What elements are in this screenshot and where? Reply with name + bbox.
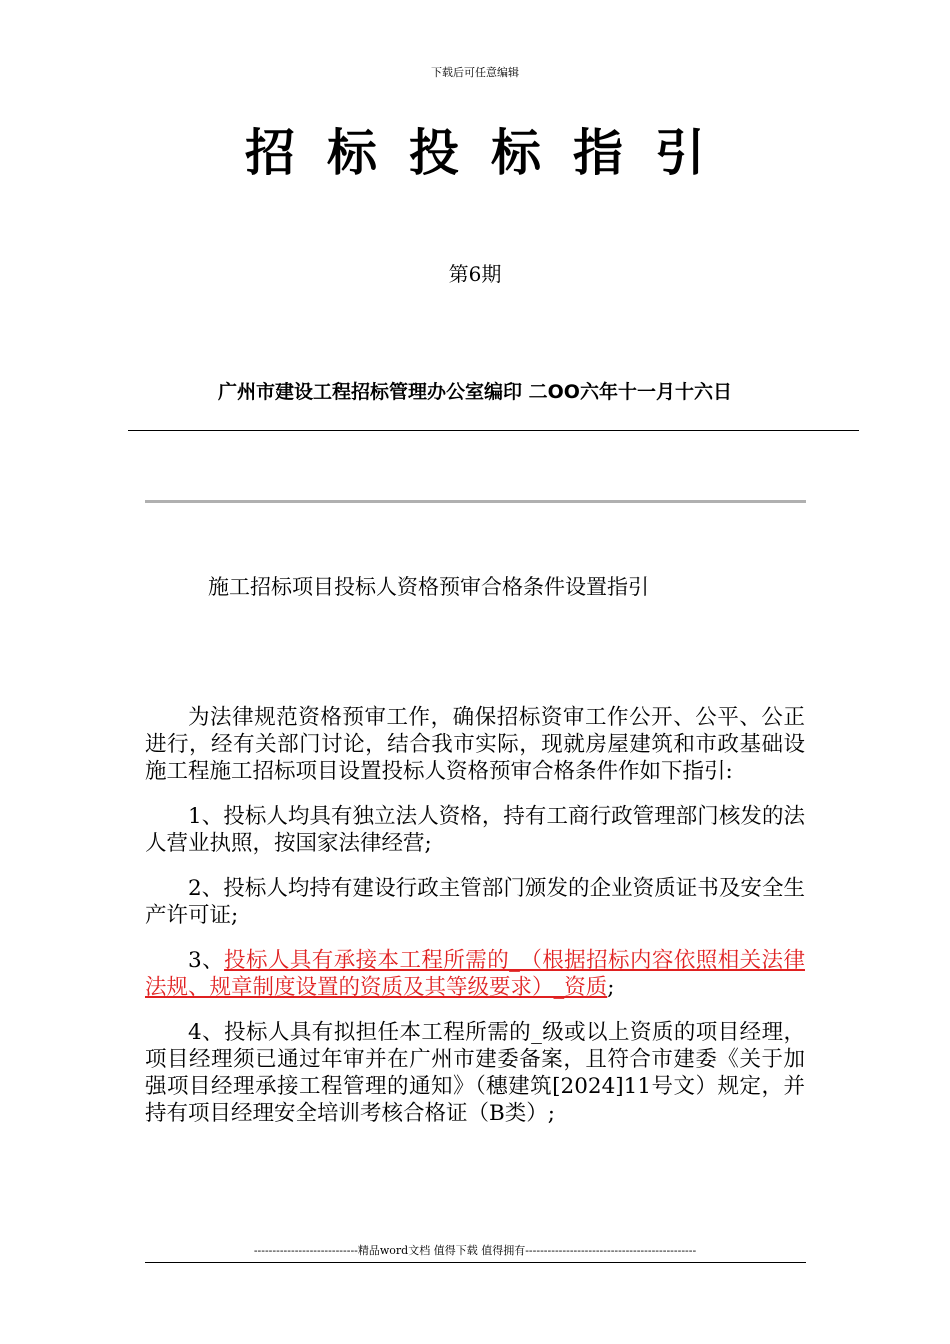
clause-3-highlighted-text: 投标人具有承接本工程所需的_（根据招标内容依照相关法律法规、规章制度设置的资质及其等级要求）_资质 xyxy=(145,948,805,1000)
clause-1: 1、投标人均具有独立法人资格，持有工商行政管理部门核发的法人营业执照，按国家法律经营; xyxy=(145,804,805,856)
document-body xyxy=(145,704,805,1145)
footer-note: ----------------------------精品word文档 值得下载 值得拥有---------------------------------------------- xyxy=(253,1244,697,1257)
section-title: 施工招标项目投标人资格预审合格条件设置指引 xyxy=(208,575,649,599)
issue-number: 第6期 xyxy=(448,262,502,286)
section-divider xyxy=(145,500,806,503)
clause-4: 4、投标人具有拟担任本工程所需的_级或以上资质的项目经理，项目经理须已通过年审并在广州市建委备案，且符合市建委《关于加强项目经理承接工程管理的通知》（穗建筑[2024]11号文）规定，并持有项目经理安全培训考核合格证（B类）; xyxy=(145,1020,805,1126)
top-note: 下载后可任意编辑 xyxy=(431,66,519,79)
clause-3 xyxy=(145,947,805,1001)
clause-2: 2、投标人均持有建设行政主管部门颁发的企业资质证书及安全生产许可证; xyxy=(145,876,805,928)
clause-3-number: 3、 xyxy=(188,948,225,973)
footer-divider xyxy=(145,1262,806,1263)
clause-3-suffix: ; xyxy=(607,975,615,1000)
document-title: 招标投标指引 xyxy=(245,124,737,182)
publisher-line: 广州市建设工程招标管理办公室编印 二OO六年十一月十六日 xyxy=(218,381,732,403)
header-divider xyxy=(128,430,859,431)
intro-paragraph: 为法律规范资格预审工作，确保招标资审工作公开、公平、公正进行，经有关部门讨论，结合我市实际，现就房屋建筑和市政基础设施工程施工招标项目设置投标人资格预审合格条件作如下指引: xyxy=(145,705,805,784)
